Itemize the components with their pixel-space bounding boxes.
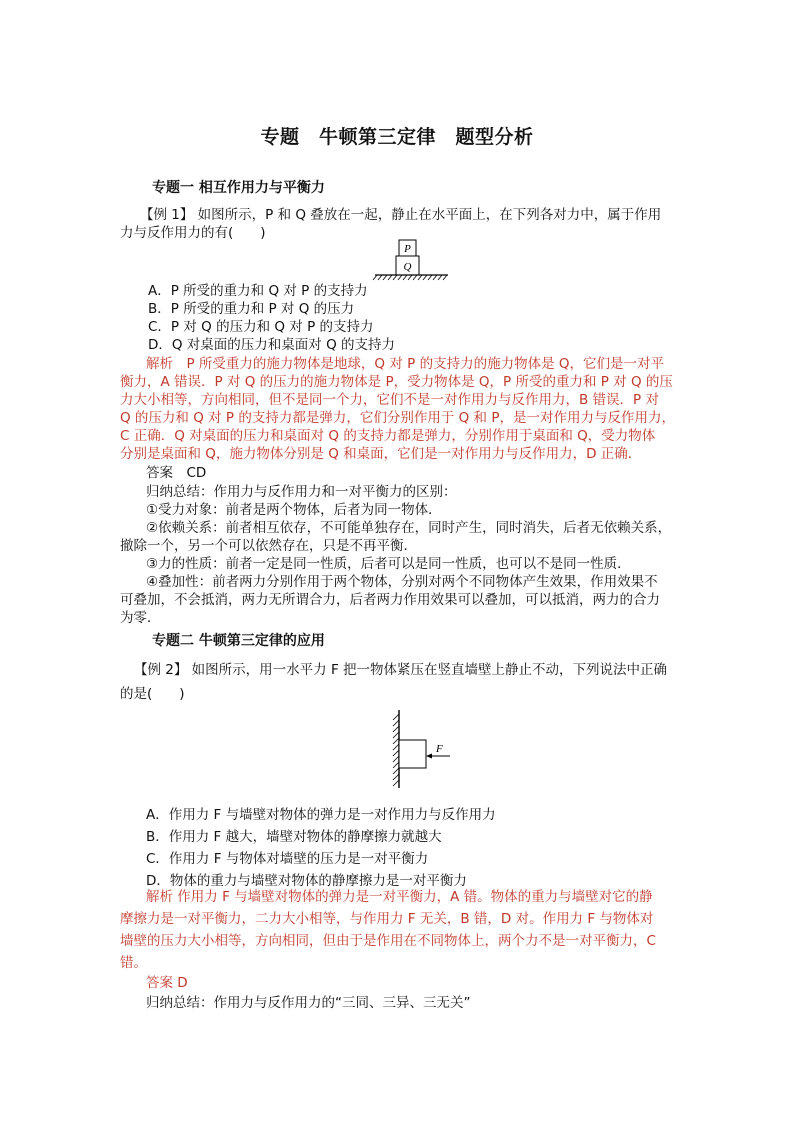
summary1-line6: ④叠加性：前者两力分别作用于两个物体，分别对两个不同物体产生效果，作用效果不 xyxy=(146,574,658,590)
example1-analysis-line3: 力大小相等，方向相同，但不是同一个力，它们不是一对作用力与反作用力，B 错误．P 对 xyxy=(120,392,659,408)
example2-analysis-line1: 解析 作用力 F 与墙壁对物体的弹力是一对平衡力，A 错。物体的重力与墙壁对它的静 xyxy=(146,889,653,905)
block-q-label: Q xyxy=(403,261,412,273)
summary1-line2: ①受力对象：前者是两个物体，后者为同一物体． xyxy=(146,502,442,518)
pressed-block xyxy=(399,740,426,768)
example1-option-a: A．P 所受的重力和 Q 对 P 的支持力 xyxy=(148,283,368,299)
block-p-label: P xyxy=(404,243,411,255)
example1-option-b: B．P 所受的重力和 P 对 Q 的压力 xyxy=(148,301,355,317)
example1-stem-line1: 【例 1】 如图所示，P 和 Q 叠放在一起，静止在水平面上，在下列各对力中，属于作用 xyxy=(140,207,662,223)
example1-answer: 答案 CD xyxy=(146,465,207,481)
example2-option-b: B．作用力 F 越大，墙壁对物体的静摩擦力就越大 xyxy=(146,829,442,845)
example1-analysis-line2: 衡力，A 错误．P 对 Q 的压力的施力物体是 P，受力物体是 Q，P 所受的重力和 P 对 Q 的压 xyxy=(120,374,673,390)
example2-analysis-line2: 摩擦力是一对平衡力，二力大小相等，与作用力 F 无关，B 错，D 对。作用力 F 与物体对 xyxy=(120,911,654,927)
summary1-line4: 撤除一个，另一个可以依然存在，只是不再平衡． xyxy=(120,538,417,554)
summary1-line7: 可叠加，不会抵消，两力无所谓合力，后者两力作用效果可以叠加，可以抵消，两力的合力 xyxy=(120,592,660,608)
section-two-heading: 专题二 牛顿第三定律的应用 xyxy=(152,633,325,649)
summary1-line3: ②依赖关系：前者相互依存，不可能单独存在，同时产生，同时消失，后者无依赖关系， xyxy=(146,520,672,536)
example1-option-c: C．P 对 Q 的压力和 Q 对 P 的支持力 xyxy=(148,319,374,335)
pq-block-diagram xyxy=(372,238,452,284)
example2-stem-line1: 【例 2】 如图所示，用一水平力 F 把一物体紧压在竖直墙壁上静止不动，下列说法中正确 xyxy=(134,662,668,678)
example1-option-d: D．Q 对桌面的压力和桌面对 Q 的支持力 xyxy=(148,337,396,353)
example1-analysis-line6: 分别是桌面和 Q，施力物体分别是 Q 和桌面，它们是一对作用力与反作用力，D 正确． xyxy=(120,446,642,462)
ground-hatch xyxy=(373,275,447,280)
wall-hatch xyxy=(393,714,399,786)
example1-analysis-line1: 解析 P 所受重力的施力物体是地球，Q 对 P 的支持力的施力物体是 Q，它们是一对平 xyxy=(146,356,664,372)
wall-block-diagram xyxy=(390,708,458,792)
example2-analysis-line3: 墙壁的压力大小相等，方向相同，但由于是作用在不同物体上，两个力不是一对平衡力，C xyxy=(120,933,656,949)
example1-analysis-line5: C 正确．Q 对桌面的压力和桌面对 Q 的支持力都是弹力，分别作用于桌面和 Q，受力物体 xyxy=(120,428,656,444)
summary1-line5: ③力的性质：前者一定是同一性质，后者可以是同一性质，也可以不是同一性质． xyxy=(146,556,631,572)
example2-option-c: C．作用力 F 与物体对墙壁的压力是一对平衡力 xyxy=(146,851,429,867)
page-title: 专题 牛顿第三定律 题型分析 xyxy=(260,126,534,148)
summary2: 归纳总结：作用力与反作用力的“三同、三异、三无关” xyxy=(146,995,471,1011)
example2-analysis-line4: 错。 xyxy=(120,955,147,971)
example1-analysis-line4: Q 的压力和 Q 对 P 的支持力都是弹力，它们分别作用于 Q 和 P，是一对作用力与反作用力， xyxy=(120,410,675,426)
summary1-line8: 为零． xyxy=(120,610,161,626)
force-label: F xyxy=(436,743,443,755)
example2-answer: 答案 D xyxy=(146,975,188,991)
example1-stem-line2: 力与反作用力的有( ) xyxy=(120,225,266,241)
example2-option-a: A．作用力 F 与墙壁对物体的弹力是一对作用力与反作用力 xyxy=(146,807,496,823)
section-one-heading: 专题一 相互作用力与平衡力 xyxy=(152,180,325,196)
example2-option-d: D．物体的重力与墙壁对物体的静摩擦力是一对平衡力 xyxy=(146,873,467,889)
force-arrowhead xyxy=(426,754,432,759)
summary1-line1: 归纳总结：作用力与反作用力和一对平衡力的区别： xyxy=(146,484,457,500)
example2-stem-line2: 的是( ) xyxy=(120,686,185,702)
